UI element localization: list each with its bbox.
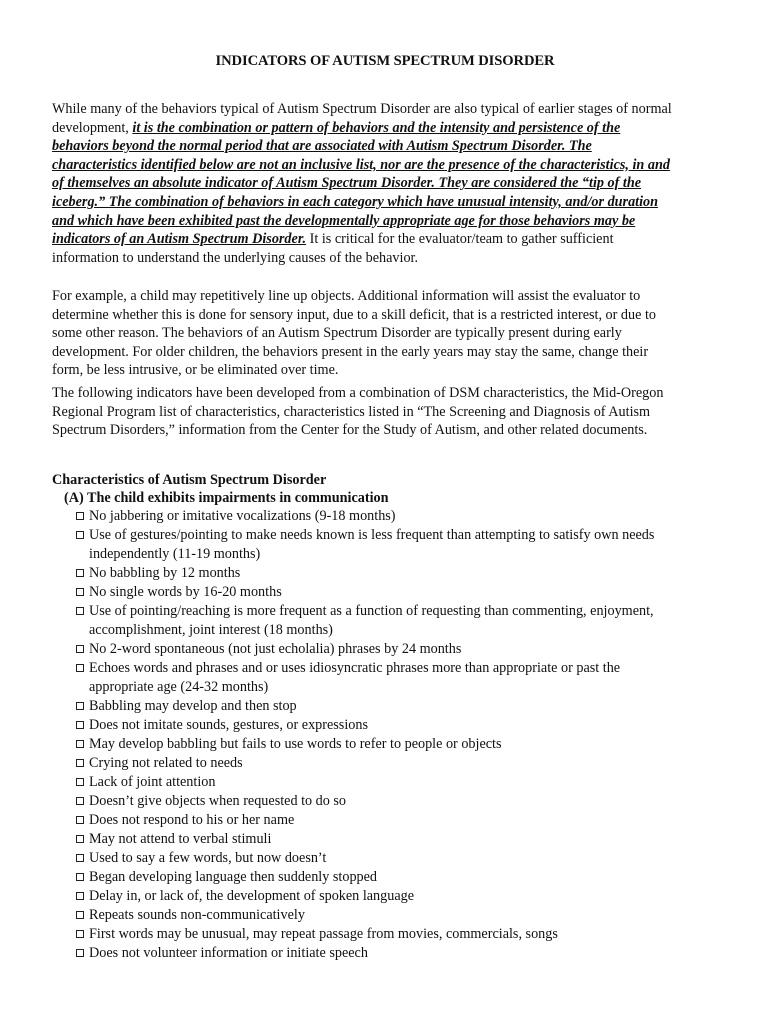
intro-emphasis-text: it is the combination or pattern of behaviors and the intensity and persistence of the behaviors beyond the normal period that are associated with Autism Spectrum Disorder. The characteristics identified below are not an inclusive list, nor are the presence of the characteristics, in and of themselves an absolute indicator of Autism Spectrum Disorder. They are considered the “tip of the iceberg.” The combination of behaviors in each category which have unusual intensity, and/or duration and which have been exhibited past the developmentally appropriate age for those behaviors may be indicators of an Autism Spectrum Disorder. bbox=[52, 119, 670, 248]
indicator-item bbox=[76, 887, 676, 906]
indicator-text: May not attend to verbal stimuli bbox=[89, 831, 272, 847]
indicator-item bbox=[76, 659, 676, 697]
indicator-item bbox=[76, 830, 676, 849]
checkbox-icon bbox=[76, 854, 84, 862]
indicator-text: Does not respond to his or her name bbox=[89, 812, 295, 828]
intro-lead-text: While many of the behaviors typical of Autism Spectrum Disorder are also typical of earlier stages of normal development, bbox=[52, 101, 672, 136]
indicator-text: No babbling by 12 months bbox=[89, 565, 241, 581]
indicator-text: Crying not related to needs bbox=[89, 755, 243, 771]
checkbox-icon bbox=[76, 835, 84, 843]
checkbox-icon bbox=[76, 778, 84, 786]
indicator-list bbox=[76, 507, 676, 963]
checkbox-icon bbox=[76, 740, 84, 748]
indicator-text: Lack of joint attention bbox=[89, 774, 216, 790]
indicator-item bbox=[76, 925, 676, 944]
example-paragraph: For example, a child may repetitively line up objects. Additional information will assist the evaluator to determine whether this is done for sensory input, due to a skill deficit, that is a restricted interest, or due to some other reason. The behaviors of an Autism Spectrum Disorder are typically present during early development. For older children, the behaviors present in the early years may stay the same, change their form, be less intrusive, or be eliminated over time. bbox=[52, 288, 656, 379]
checkbox-icon bbox=[76, 607, 84, 615]
checkbox-icon bbox=[76, 645, 84, 653]
intro-paragraph bbox=[52, 100, 672, 267]
checkbox-icon bbox=[76, 892, 84, 900]
checkbox-icon bbox=[76, 569, 84, 577]
checkbox-icon bbox=[76, 911, 84, 919]
checkbox-icon bbox=[76, 797, 84, 805]
checkbox-icon bbox=[76, 721, 84, 729]
checkbox-icon bbox=[76, 588, 84, 596]
indicator-text: No jabbering or imitative vocalizations (9-18 months) bbox=[89, 508, 396, 524]
indicator-item bbox=[76, 602, 676, 640]
indicator-item bbox=[76, 716, 676, 735]
indicator-item bbox=[76, 564, 676, 583]
indicator-text: Babbling may develop and then stop bbox=[89, 698, 297, 714]
indicator-item bbox=[76, 697, 676, 716]
indicator-text: First words may be unusual, may repeat passage from movies, commercials, songs bbox=[89, 926, 558, 942]
indicator-item bbox=[76, 773, 676, 792]
indicator-text: Does not volunteer information or initiate speech bbox=[89, 945, 368, 961]
checkbox-icon bbox=[76, 930, 84, 938]
checkbox-icon bbox=[76, 949, 84, 957]
indicator-item bbox=[76, 944, 676, 963]
indicator-item bbox=[76, 868, 676, 887]
checkbox-icon bbox=[76, 512, 84, 520]
checkbox-icon bbox=[76, 816, 84, 824]
checkbox-icon bbox=[76, 873, 84, 881]
indicator-item bbox=[76, 906, 676, 925]
indicator-text: Delay in, or lack of, the development of spoken language bbox=[89, 888, 415, 904]
checkbox-icon bbox=[76, 531, 84, 539]
indicator-item bbox=[76, 735, 676, 754]
indicator-text: No single words by 16-20 months bbox=[89, 584, 282, 600]
intro-tail-text: It is critical for the evaluator/team to gather sufficient information to understand the underlying causes of the behavior. bbox=[52, 231, 614, 266]
indicator-text: Repeats sounds non-communicatively bbox=[89, 907, 305, 923]
indicator-text: Does not imitate sounds, gestures, or expressions bbox=[89, 717, 368, 733]
sources-paragraph: The following indicators have been developed from a combination of DSM characteristics, the Mid-Oregon Regional Program list of characteristics, characteristics listed in “The Screening and Diagnosis of Autism Spectrum Disorders,” information from the Center for the Study of Autism, and other related documents. bbox=[52, 385, 664, 439]
checkbox-icon bbox=[76, 702, 84, 710]
indicator-item bbox=[76, 507, 676, 526]
indicator-text: Use of pointing/reaching is more frequent as a function of requesting than commenting, enjoyment, accomplishment, joint interest (18 months) bbox=[89, 603, 654, 638]
indicator-text: Doesn’t give objects when requested to do so bbox=[89, 793, 347, 809]
indicator-text: May develop babbling but fails to use words to refer to people or objects bbox=[89, 736, 502, 752]
indicator-text: Use of gestures/pointing to make needs known is less frequent than attempting to satisfy own needs independently (11-19 months) bbox=[89, 527, 655, 562]
checkbox-icon bbox=[76, 664, 84, 672]
section-title: Characteristics of Autism Spectrum Disorder bbox=[52, 472, 327, 488]
indicator-item bbox=[76, 583, 676, 602]
indicator-item bbox=[76, 526, 676, 564]
indicator-item bbox=[76, 811, 676, 830]
indicator-item bbox=[76, 849, 676, 868]
indicator-item bbox=[76, 792, 676, 811]
indicator-text: Used to say a few words, but now doesn’t bbox=[89, 850, 327, 866]
indicator-item bbox=[76, 754, 676, 773]
indicator-item bbox=[76, 640, 676, 659]
indicator-text: No 2-word spontaneous (not just echolalia) phrases by 24 months bbox=[89, 641, 462, 657]
indicator-text: Echoes words and phrases and or uses idiosyncratic phrases more than appropriate or past the appropriate age (24-32 months) bbox=[89, 660, 621, 695]
subsection-title: (A) The child exhibits impairments in communication bbox=[64, 490, 389, 506]
document-title: INDICATORS OF AUTISM SPECTRUM DISORDER bbox=[215, 53, 555, 69]
checkbox-icon bbox=[76, 759, 84, 767]
indicator-text: Began developing language then suddenly stopped bbox=[89, 869, 378, 885]
